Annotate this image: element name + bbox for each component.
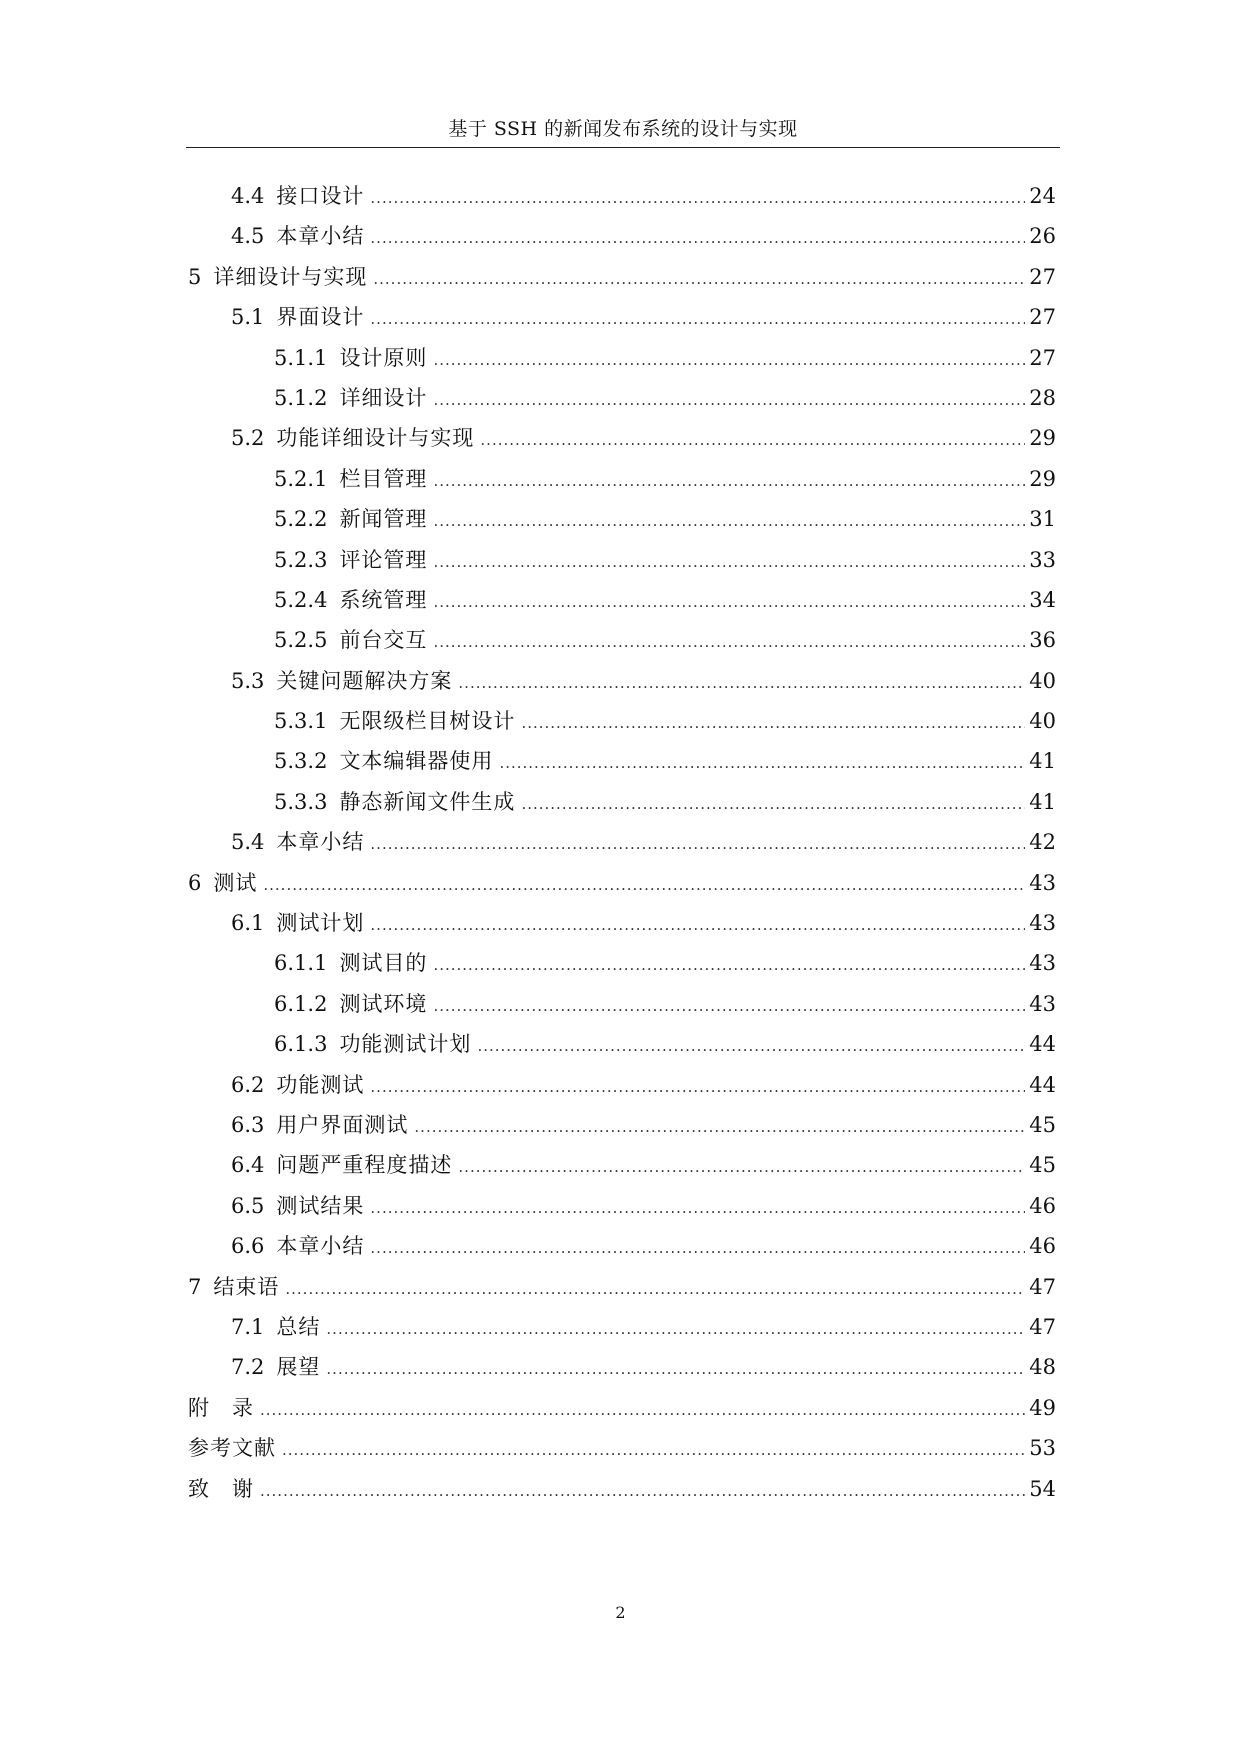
toc-dot-leader bbox=[433, 986, 1025, 1026]
toc-dot-leader bbox=[260, 1390, 1025, 1430]
toc-dot-leader bbox=[370, 299, 1025, 339]
toc-entry[interactable] bbox=[188, 1428, 1056, 1468]
toc-entry-page: 41 bbox=[1029, 789, 1056, 814]
toc-entry[interactable] bbox=[188, 943, 1056, 983]
toc-entry-page: 27 bbox=[1029, 345, 1056, 370]
toc-dot-leader bbox=[282, 1430, 1025, 1470]
toc-entry-title: 系统管理 bbox=[339, 587, 428, 612]
toc-dot-leader bbox=[458, 1147, 1025, 1187]
toc-entry-page: 44 bbox=[1029, 1032, 1056, 1057]
toc-entry-page: 46 bbox=[1029, 1234, 1056, 1259]
toc-entry-page: 43 bbox=[1029, 991, 1056, 1016]
toc-entry-number: 5.2 bbox=[231, 426, 265, 451]
toc-entry-page: 47 bbox=[1029, 1274, 1056, 1299]
toc-entry-page: 48 bbox=[1029, 1355, 1056, 1380]
toc-entry-number: 5.4 bbox=[231, 830, 265, 855]
toc-dot-leader bbox=[370, 1228, 1025, 1268]
toc-entry-title: 详细设计与实现 bbox=[213, 264, 368, 289]
toc-entry-number: 6.5 bbox=[231, 1193, 265, 1218]
toc-entry-number: 4.4 bbox=[231, 184, 265, 208]
toc-dot-leader bbox=[414, 1107, 1025, 1147]
toc-entry-number: 7.1 bbox=[231, 1314, 265, 1339]
toc-entry[interactable] bbox=[188, 701, 1056, 741]
toc-entry-number: 7.2 bbox=[231, 1355, 265, 1380]
toc-entry[interactable] bbox=[188, 418, 1056, 458]
toc-entry-number: 4.5 bbox=[231, 224, 265, 249]
toc-entry-title: 本章小结 bbox=[276, 224, 365, 249]
toc-entry[interactable] bbox=[188, 741, 1056, 781]
toc-entry[interactable] bbox=[188, 1347, 1056, 1387]
toc-entry-number: 5.1.1 bbox=[274, 345, 328, 370]
toc-entry-number: 6.1.3 bbox=[274, 1032, 328, 1057]
toc-entry[interactable] bbox=[188, 1065, 1056, 1105]
toc-dot-leader bbox=[285, 1269, 1025, 1309]
toc-entry-number: 5.3.2 bbox=[274, 749, 328, 774]
toc-entry-page: 43 bbox=[1029, 870, 1056, 895]
toc-entry-title: 结束语 bbox=[213, 1274, 280, 1299]
toc-entry[interactable] bbox=[188, 338, 1056, 378]
toc-entry-title: 致 谢 bbox=[188, 1476, 254, 1501]
toc-entry-page: 49 bbox=[1029, 1395, 1056, 1420]
toc-entry-title: 界面设计 bbox=[276, 305, 365, 330]
toc-dot-leader bbox=[370, 824, 1025, 864]
toc-entry-page: 27 bbox=[1029, 305, 1056, 330]
toc-entry-title: 前台交互 bbox=[339, 628, 428, 653]
toc-dot-leader bbox=[433, 622, 1025, 662]
toc-entry-page: 29 bbox=[1029, 426, 1056, 451]
toc-entry-number: 5.3.3 bbox=[274, 789, 328, 814]
toc-dot-leader bbox=[433, 582, 1025, 622]
toc-entry-page: 40 bbox=[1029, 668, 1056, 693]
toc-entry-number: 5.2.4 bbox=[274, 587, 328, 612]
toc-entry-page: 27 bbox=[1029, 264, 1056, 289]
toc-entry-title: 测试环境 bbox=[339, 991, 428, 1016]
toc-entry[interactable] bbox=[188, 540, 1056, 580]
toc-entry-page: 53 bbox=[1029, 1436, 1056, 1461]
toc-entry[interactable] bbox=[188, 863, 1056, 903]
toc-entry-title: 总结 bbox=[276, 1314, 321, 1339]
toc-entry-title: 本章小结 bbox=[276, 830, 365, 855]
toc-dot-leader bbox=[373, 259, 1025, 299]
toc-dot-leader bbox=[370, 218, 1025, 258]
toc-entry[interactable] bbox=[188, 1469, 1056, 1509]
toc-entry-number: 6.3 bbox=[231, 1112, 265, 1137]
toc-entry-number: 5.2.5 bbox=[274, 628, 328, 653]
toc-entry-page: 54 bbox=[1029, 1476, 1056, 1501]
toc-entry[interactable] bbox=[188, 1105, 1056, 1145]
toc-dot-leader bbox=[326, 1309, 1025, 1349]
toc-entry-page: 47 bbox=[1029, 1314, 1056, 1339]
toc-entry[interactable] bbox=[188, 903, 1056, 943]
table-of-contents bbox=[188, 176, 1056, 1509]
toc-entry-number: 5.2.1 bbox=[274, 466, 328, 491]
toc-entry-title: 用户界面测试 bbox=[276, 1112, 409, 1137]
toc-entry[interactable] bbox=[188, 176, 1056, 216]
toc-entry-number: 5.2.3 bbox=[274, 547, 328, 572]
toc-entry-title: 参考文献 bbox=[188, 1436, 276, 1461]
toc-entry[interactable] bbox=[188, 1388, 1056, 1428]
toc-entry-number: 6.1.2 bbox=[274, 991, 328, 1016]
toc-entry-number: 5.1 bbox=[231, 305, 265, 330]
toc-entry-number: 5 bbox=[188, 264, 202, 289]
toc-entry-title: 评论管理 bbox=[339, 547, 428, 572]
toc-entry[interactable] bbox=[188, 257, 1056, 297]
toc-entry-title: 静态新闻文件生成 bbox=[339, 789, 516, 814]
toc-entry-title: 问题严重程度描述 bbox=[276, 1153, 453, 1178]
toc-entry-number: 5.1.2 bbox=[274, 385, 328, 410]
toc-entry-number: 6.1.1 bbox=[274, 951, 328, 976]
toc-dot-leader bbox=[326, 1349, 1025, 1389]
toc-entry[interactable] bbox=[188, 620, 1056, 660]
header-divider bbox=[186, 147, 1060, 148]
toc-entry[interactable] bbox=[188, 984, 1056, 1024]
toc-entry-title: 测试结果 bbox=[276, 1193, 365, 1218]
toc-entry-title: 新闻管理 bbox=[339, 507, 428, 532]
toc-entry-page: 44 bbox=[1029, 1072, 1056, 1097]
toc-dot-leader bbox=[433, 501, 1025, 541]
toc-entry[interactable] bbox=[188, 1186, 1056, 1226]
toc-entry-number: 6.2 bbox=[231, 1072, 265, 1097]
toc-entry[interactable] bbox=[188, 1024, 1056, 1064]
toc-entry-page: 28 bbox=[1029, 385, 1056, 410]
toc-entry[interactable] bbox=[188, 1307, 1056, 1347]
toc-entry-page: 34 bbox=[1029, 587, 1056, 612]
toc-entry[interactable] bbox=[188, 216, 1056, 256]
toc-entry[interactable] bbox=[188, 499, 1056, 539]
toc-dot-leader bbox=[433, 380, 1025, 420]
toc-entry[interactable] bbox=[188, 661, 1056, 701]
toc-entry-title: 附 录 bbox=[188, 1395, 254, 1420]
toc-entry-page: 45 bbox=[1029, 1153, 1056, 1178]
toc-entry-number: 5.3 bbox=[231, 668, 265, 693]
toc-entry[interactable] bbox=[188, 782, 1056, 822]
toc-dot-leader bbox=[521, 784, 1025, 824]
toc-entry-number: 7 bbox=[188, 1274, 202, 1299]
toc-dot-leader bbox=[433, 945, 1025, 985]
toc-entry-page: 42 bbox=[1029, 830, 1056, 855]
toc-entry[interactable] bbox=[188, 1145, 1056, 1185]
toc-entry-number: 6.1 bbox=[231, 911, 265, 936]
toc-entry[interactable] bbox=[188, 1267, 1056, 1307]
toc-entry-number: 5.2.2 bbox=[274, 507, 328, 532]
toc-entry[interactable] bbox=[188, 822, 1056, 862]
toc-entry[interactable] bbox=[188, 297, 1056, 337]
toc-dot-leader bbox=[477, 1026, 1025, 1066]
toc-dot-leader bbox=[370, 1188, 1025, 1228]
toc-entry-page: 40 bbox=[1029, 709, 1056, 734]
page-header-title: 基于 SSH 的新闻发布系统的设计与实现 bbox=[448, 118, 798, 140]
toc-entry-title: 测试 bbox=[213, 870, 258, 895]
toc-entry-page: 31 bbox=[1029, 507, 1056, 532]
toc-dot-leader bbox=[433, 340, 1025, 380]
toc-entry-page: 43 bbox=[1029, 911, 1056, 936]
toc-entry-title: 功能详细设计与实现 bbox=[276, 426, 475, 451]
toc-entry-number: 6.6 bbox=[231, 1234, 265, 1259]
toc-dot-leader bbox=[521, 703, 1025, 743]
toc-dot-leader bbox=[480, 420, 1025, 460]
toc-entry[interactable] bbox=[188, 459, 1056, 499]
toc-dot-leader bbox=[370, 905, 1025, 945]
toc-entry-title: 功能测试 bbox=[276, 1072, 365, 1097]
toc-dot-leader bbox=[370, 178, 1025, 218]
toc-entry-title: 功能测试计划 bbox=[339, 1032, 472, 1057]
toc-entry-page: 43 bbox=[1029, 951, 1056, 976]
toc-entry[interactable] bbox=[188, 580, 1056, 620]
toc-entry-number: 6.4 bbox=[231, 1153, 265, 1178]
toc-dot-leader bbox=[433, 461, 1025, 501]
toc-entry-page: 29 bbox=[1029, 466, 1056, 491]
toc-entry-title: 详细设计 bbox=[339, 385, 428, 410]
toc-entry-title: 测试目的 bbox=[339, 951, 428, 976]
toc-entry-title: 关键问题解决方案 bbox=[276, 668, 453, 693]
toc-dot-leader bbox=[499, 743, 1025, 783]
toc-entry-title: 栏目管理 bbox=[339, 466, 428, 491]
toc-entry-page: 26 bbox=[1029, 224, 1056, 249]
toc-entry-title: 设计原则 bbox=[339, 345, 428, 370]
toc-dot-leader bbox=[433, 542, 1025, 582]
toc-entry-title: 接口设计 bbox=[276, 184, 365, 208]
toc-entry-page: 36 bbox=[1029, 628, 1056, 653]
toc-entry-page: 33 bbox=[1029, 547, 1056, 572]
toc-entry[interactable] bbox=[188, 1226, 1056, 1266]
toc-entry-page: 45 bbox=[1029, 1112, 1056, 1137]
toc-entry-title: 无限级栏目树设计 bbox=[339, 709, 516, 734]
toc-entry-title: 展望 bbox=[276, 1355, 321, 1380]
toc-entry-page: 46 bbox=[1029, 1193, 1056, 1218]
toc-dot-leader bbox=[260, 1471, 1025, 1511]
toc-dot-leader bbox=[458, 663, 1025, 703]
toc-entry[interactable] bbox=[188, 378, 1056, 418]
toc-entry-title: 测试计划 bbox=[276, 911, 365, 936]
toc-entry-title: 文本编辑器使用 bbox=[339, 749, 494, 774]
toc-entry-page: 24 bbox=[1029, 184, 1056, 208]
toc-dot-leader bbox=[263, 865, 1025, 905]
toc-entry-number: 5.3.1 bbox=[274, 709, 328, 734]
toc-dot-leader bbox=[370, 1067, 1025, 1107]
page-number: 2 bbox=[615, 1603, 626, 1622]
toc-entry-number: 6 bbox=[188, 870, 202, 895]
toc-entry-title: 本章小结 bbox=[276, 1234, 365, 1259]
toc-entry-page: 41 bbox=[1029, 749, 1056, 774]
